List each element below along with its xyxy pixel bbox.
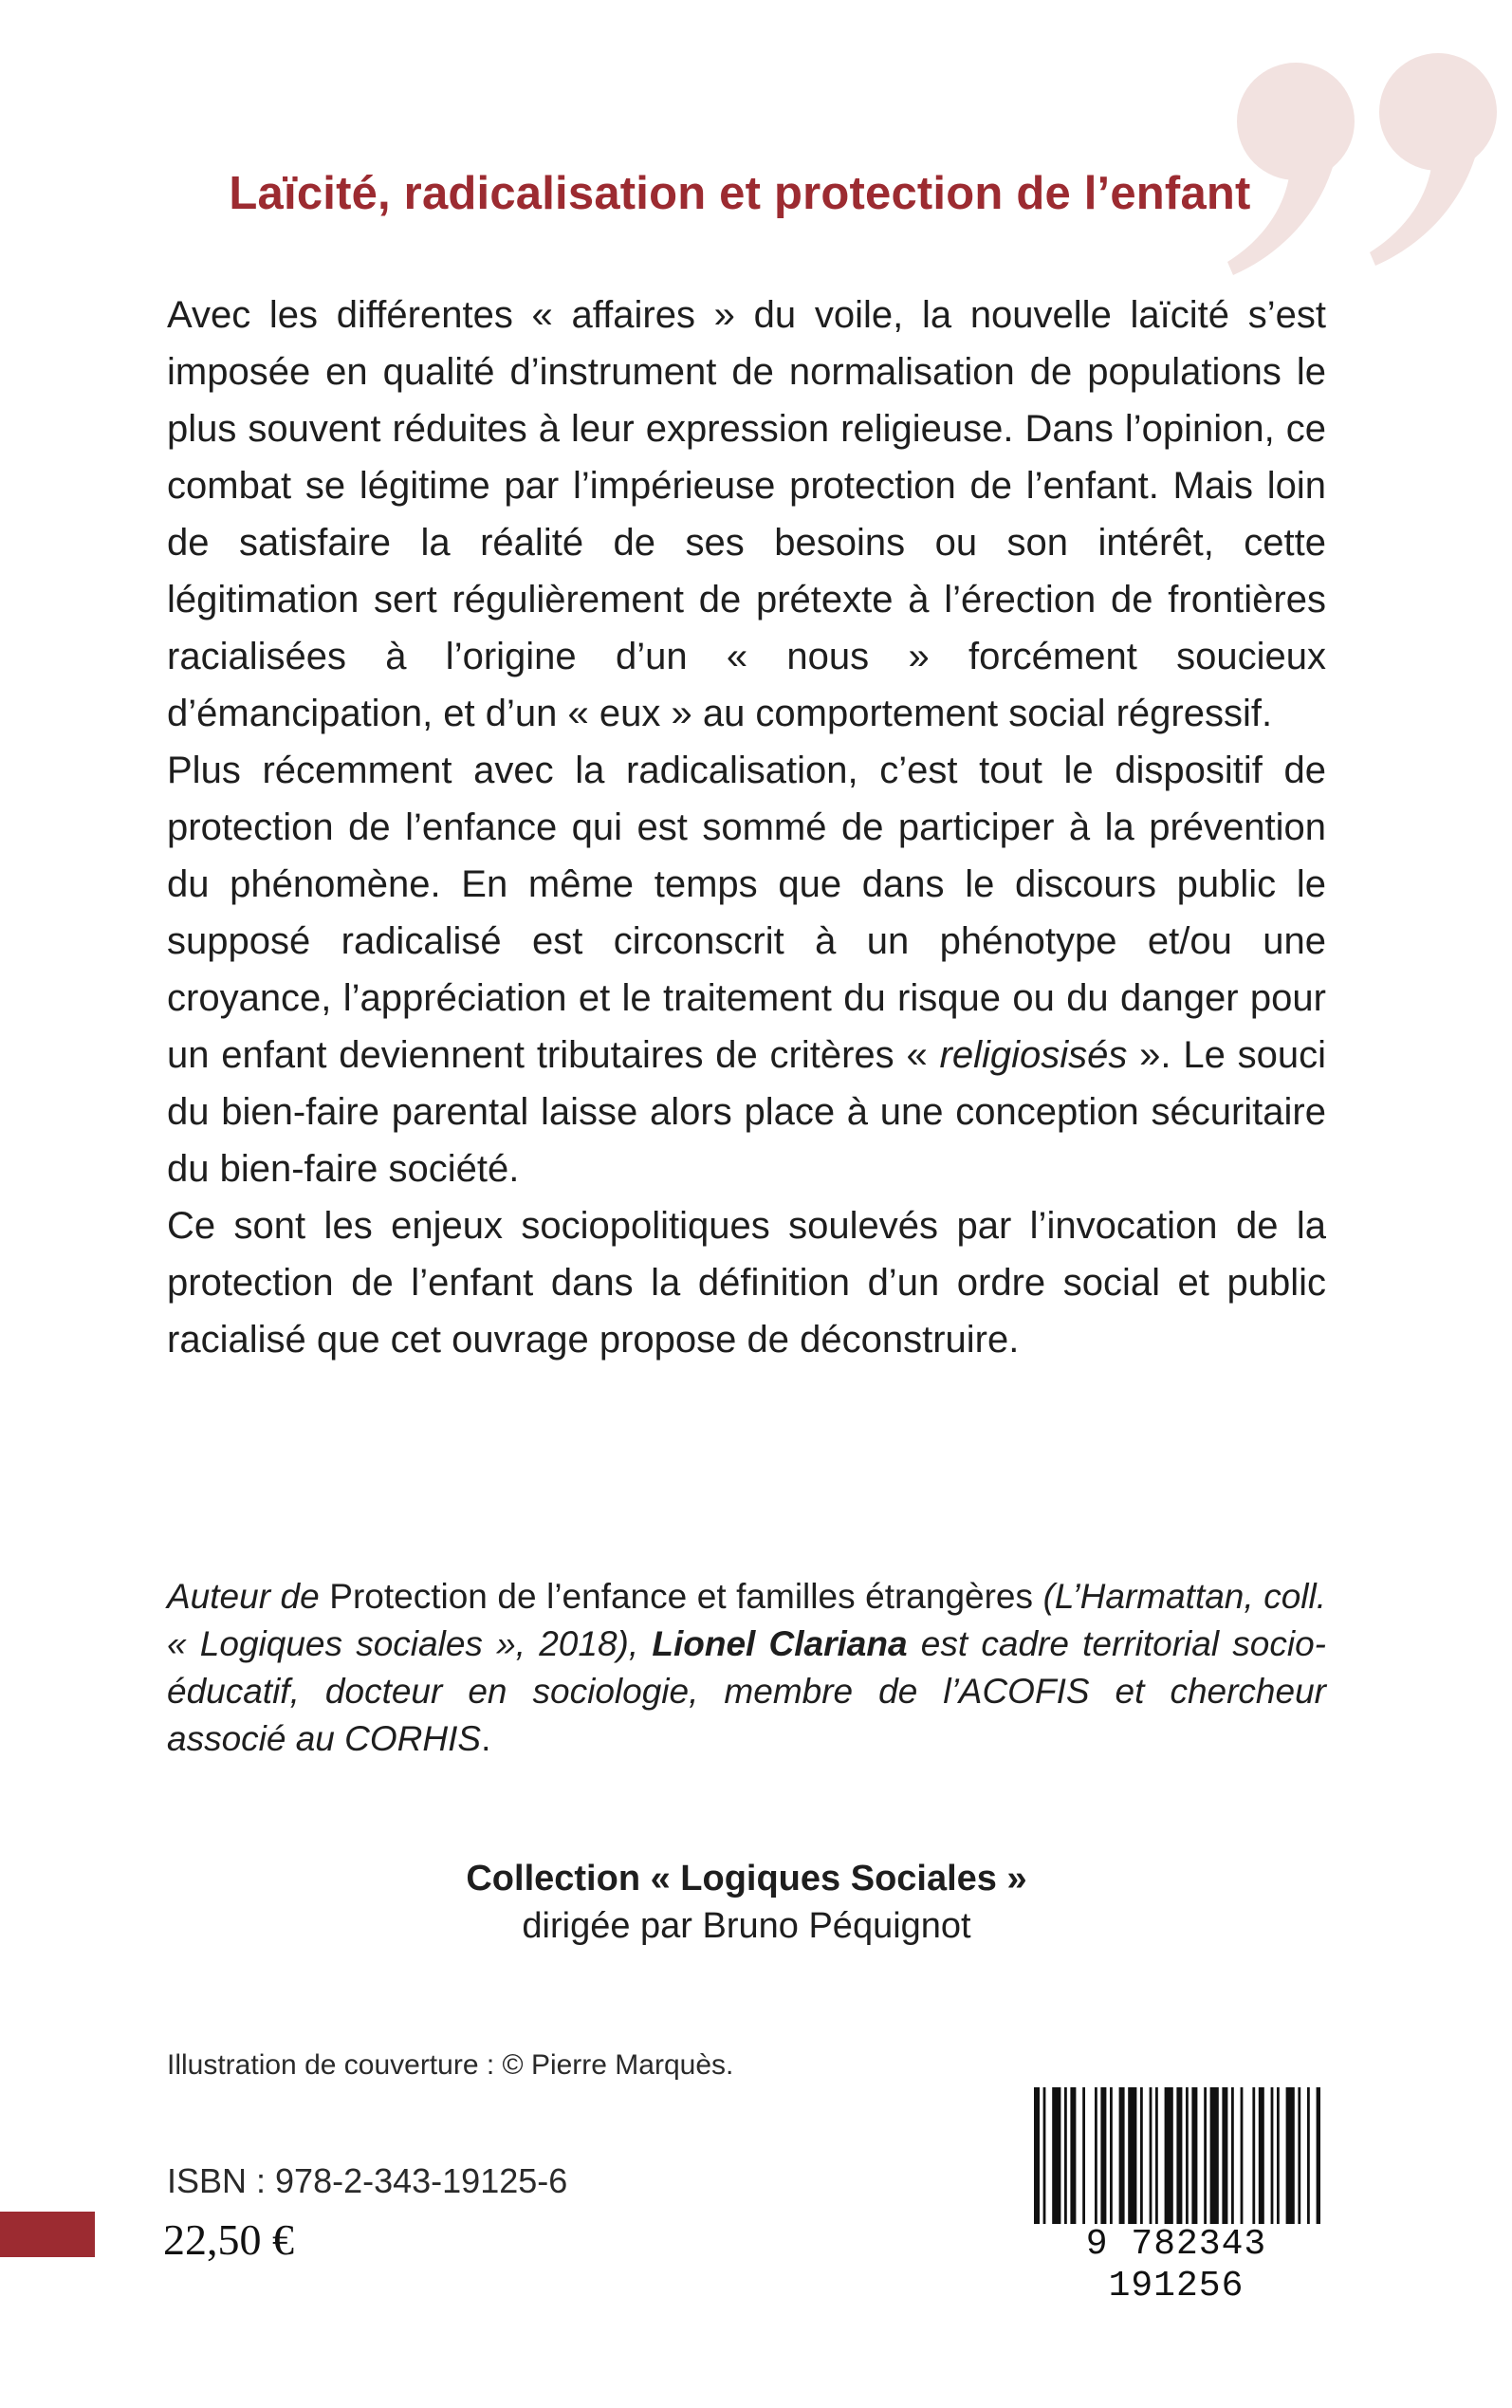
barcode-bar [1271, 2087, 1274, 2230]
blurb-paragraph-3: Ce sont les enjeux sociopolitiques soulevés par l’invocation de la protection de l’enfant dans la définition d’un ordre social et public racialisé que cet ouvrage propose de déconstruire. [167, 1205, 1326, 1361]
book-title: Laïcité, radicalisation et protection de l’enfant [229, 168, 1251, 219]
quotation-mark-icon [1227, 0, 1512, 285]
barcode-digits: 9 782343 191256 [1032, 2224, 1320, 2307]
barcode-bar [1204, 2087, 1207, 2230]
author-bio-end: . [481, 1719, 491, 1758]
back-cover-blurb [167, 287, 1326, 1368]
accent-bar [0, 2212, 95, 2257]
cover-illustration-credit: Illustration de couverture : © Pierre Marquès. [167, 2049, 734, 2081]
barcode-bar [1150, 2087, 1152, 2230]
isbn: ISBN : 978-2-343-19125-6 [167, 2161, 568, 2200]
barcode-bar [1140, 2087, 1143, 2230]
barcode-bar [1064, 2087, 1067, 2230]
barcode-bar [1034, 2087, 1040, 2230]
barcode-bar [1176, 2087, 1182, 2230]
author-bio-text [167, 1573, 1326, 1763]
author-publisher: (L’Harmattan, coll. « Logiques sociales », 2018), [167, 1577, 1326, 1663]
barcode-bar [1095, 2087, 1097, 2230]
barcode-bar [1241, 2087, 1244, 2230]
barcode-bar [1128, 2087, 1136, 2230]
blurb-paragraph-1: Avec les différentes « affaires » du voile, la nouvelle laïcité s’est imposée en qualité d’instrument de normalisation de populations le plus souvent réduites à leur expression religieuse. Dans l’opinion, ce combat se légitime par l’impérieuse protection de l’enfant. Mais loin de satisfaire la réalité de ses besoins ou son intérêt, cette légitimation sert régulièrement de prétexte à l’érection de frontières racialisées à l’origine d’un « nous » forcément soucieux d’émancipation, et d’un « eux » au comportement social régressif. [167, 294, 1326, 734]
blurb-italic-term: religiosisés [939, 1034, 1128, 1076]
collection-director: dirigée par Bruno Péquignot [522, 1906, 971, 1946]
barcode-bar [1082, 2087, 1085, 2230]
barcode-bar [1165, 2087, 1173, 2230]
barcode-bar [1307, 2087, 1310, 2230]
author-description: est cadre territorial socio-éducatif, docteur en sociologie, membre de l’ACOFIS et chercheur associé au CORHIS [167, 1624, 1326, 1758]
collection-name: Collection « Logiques Sociales » [466, 1859, 1027, 1899]
barcode-bar [1298, 2087, 1300, 2230]
barcode-bar [1070, 2087, 1076, 2230]
barcode-bar [1317, 2087, 1320, 2230]
barcode-bar [1210, 2087, 1219, 2230]
price: 22,50 € [163, 2215, 294, 2264]
barcode-bar [1186, 2087, 1189, 2230]
blurb-paragraph-2-end: ». Le souci du bien-faire parental laisse alors place à une conception sécuritaire du bien-faire société. [167, 1034, 1326, 1190]
barcode-bar [1110, 2087, 1113, 2230]
collection-info [167, 1855, 1326, 1950]
barcode-bar [1222, 2087, 1227, 2230]
blurb-paragraph-2 [167, 742, 1326, 1197]
barcode-bar [1259, 2087, 1264, 2230]
barcode-bar [1277, 2087, 1280, 2230]
author-previous-book: Protection de l’enfance et familles étrangères [319, 1577, 1043, 1616]
blurb-paragraph-2-start: Plus récemment avec la radicalisation, c’est tout le dispositif de protection de l’enfance qui est sommé de participer à la prévention du phénomène. En même temps que dans le discours public le supposé radicalisé est circonscrit à un phénotype et/ou une croyance, l’appréciation et le traitement du risque ou du danger pour un enfant deviennent tributaires de critères « [167, 750, 1326, 1076]
barcode-bar [1252, 2087, 1255, 2230]
barcode-bar [1191, 2087, 1197, 2230]
barcode-bar [1052, 2087, 1060, 2230]
barcode-bar [1119, 2087, 1125, 2230]
barcode-bar [1155, 2087, 1158, 2230]
barcode-bar [1286, 2087, 1295, 2230]
author-name: Lionel Clariana [652, 1624, 908, 1663]
author-bio-lead: Auteur de [167, 1577, 320, 1616]
author-bio [167, 1573, 1326, 1763]
barcode-bar [1100, 2087, 1106, 2230]
barcode-bar [1043, 2087, 1046, 2230]
barcode-bar [1231, 2087, 1234, 2230]
